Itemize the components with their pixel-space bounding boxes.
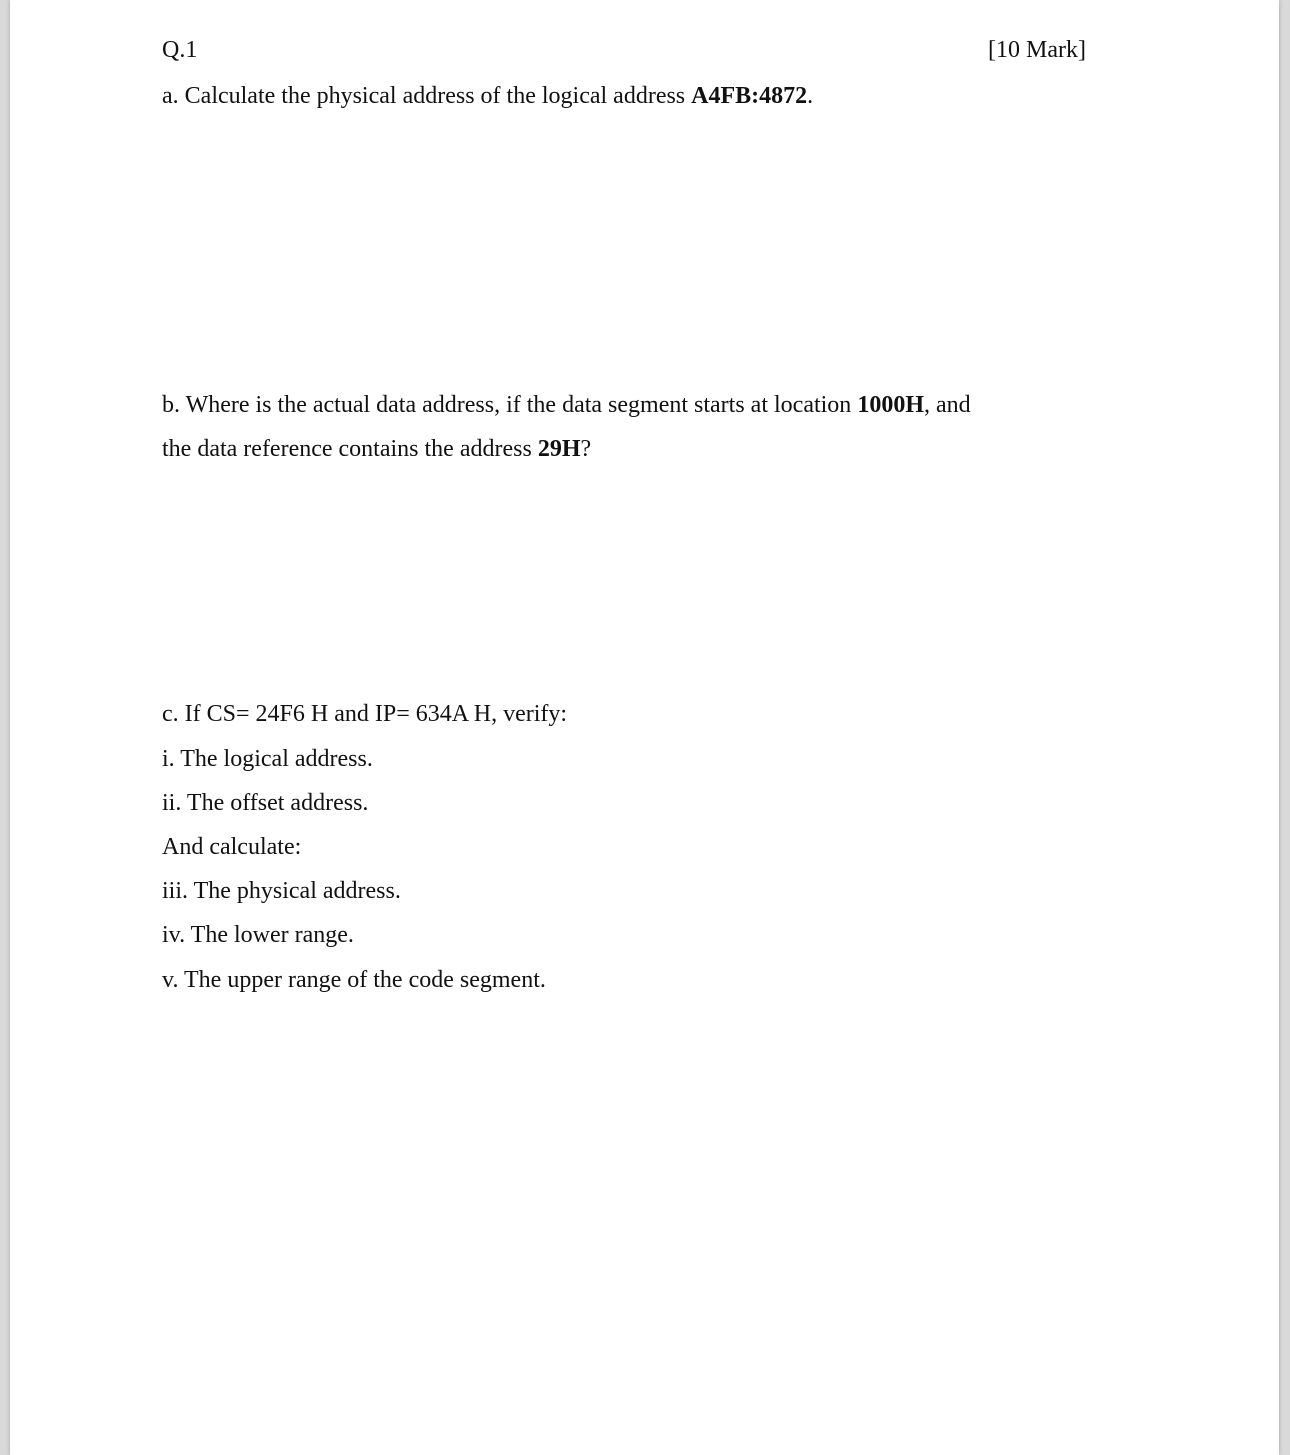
- data-reference: 29H: [537, 436, 581, 462]
- part-b-text: b. Where is the actual data address, if the data segment starts at location: [162, 392, 858, 418]
- part-a-suffix: .: [807, 83, 814, 109]
- part-a-text: a. Calculate the physical address of the logical address: [162, 83, 692, 109]
- part-c-item-iv: iv. The lower range.: [162, 922, 354, 948]
- part-b-text-2: the data reference contains the address: [162, 436, 538, 462]
- part-b-suffix-2: ?: [580, 436, 592, 462]
- part-b-suffix: , and: [923, 392, 971, 418]
- document-page: [10, 0, 1279, 1455]
- part-a-question: [162, 82, 813, 110]
- part-c-calculate-label: And calculate:: [162, 834, 302, 860]
- part-b-question-line1: [162, 391, 971, 419]
- part-c-intro: c. If CS= 24F6 H and IP= 634A H, verify:: [162, 701, 568, 727]
- part-c-item-v: v. The upper range of the code segment.: [162, 967, 546, 993]
- part-b-question-line2: [162, 435, 591, 463]
- logical-address: A4FB:4872: [691, 83, 808, 109]
- segment-start: 1000H: [857, 392, 924, 418]
- part-c-item-ii: ii. The offset address.: [162, 790, 369, 816]
- part-c-item-i: i. The logical address.: [162, 746, 373, 772]
- marks-label: [10 Mark]: [988, 37, 1086, 63]
- part-c-item-iii: iii. The physical address.: [162, 878, 401, 904]
- question-number: Q.1: [162, 37, 198, 63]
